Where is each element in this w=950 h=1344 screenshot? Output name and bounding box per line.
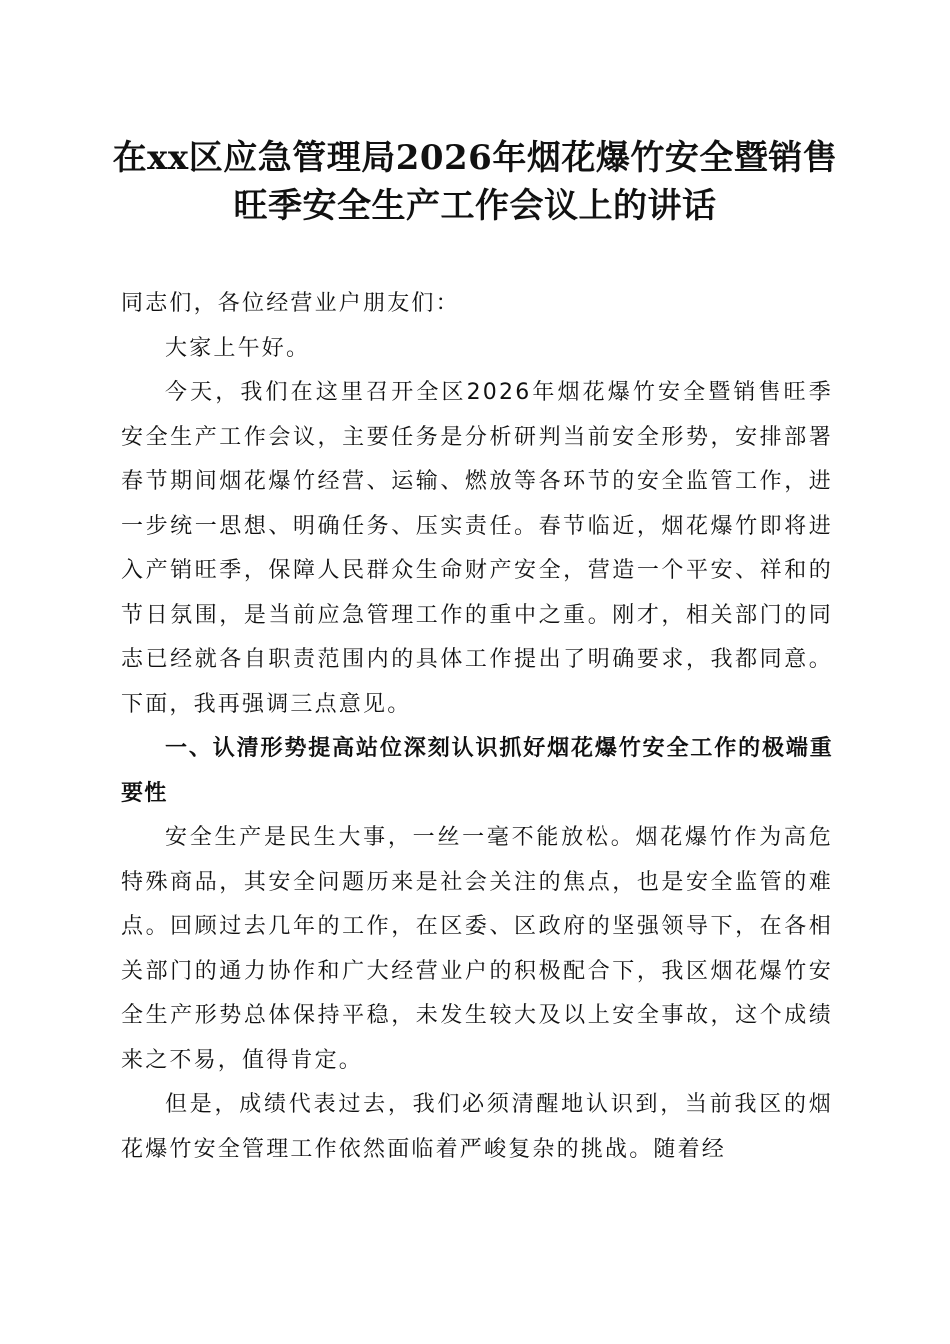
section-heading-1: 一、认清形势提高站位深刻认识抓好烟花爆竹安全工作的极端重要性 xyxy=(121,736,833,806)
section-1-paragraph-1: 安全生产是民生大事，一丝一毫不能放松。烟花爆竹作为高危特殊商品，其安全问题历来是社会关注的焦点，也是安全监管的难点。回顾过去几年的工作，在区委、区政府的坚强领导下，在各相关部门的通力协作和广大经营业户的积极配合下，我区烟花爆竹安全生产形势总体保持平稳，未发生较大及以上安全事故，这个成绩来之不易，值得肯定。 xyxy=(121,825,833,1073)
salutation: 同志们，各位经营业户朋友们： xyxy=(121,291,460,316)
intro-paragraph: 今天，我们在这里召开全区2026年烟花爆竹安全暨销售旺季安全生产工作会议，主要任务是分析研判当前安全形势，安排部署春节期间烟花爆竹经营、运输、燃放等各环节的安全监管工作，进一步统一思想、明确任务、压实责任。春节临近，烟花爆竹即将进入产销旺季，保障人民群众生命财产安全，营造一个平安、祥和的节日氛围，是当前应急管理工作的重中之重。刚才，相关部门的同志已经就各自职责范围内的具体工作提出了明确要求，我都同意。下面，我再强调三点意见。 xyxy=(121,380,833,717)
speech-body xyxy=(121,282,833,1172)
section-1-paragraph-2: 但是，成绩代表过去，我们必须清醒地认识到，当前我区的烟花爆竹安全管理工作依然面临着严峻复杂的挑战。随着经 xyxy=(121,1092,833,1162)
document-title: 在xx区应急管理局2026年烟花爆竹安全暨销售旺季安全生产工作会议上的讲话 xyxy=(112,138,838,226)
greeting-paragraph: 大家上午好。 xyxy=(165,335,311,361)
